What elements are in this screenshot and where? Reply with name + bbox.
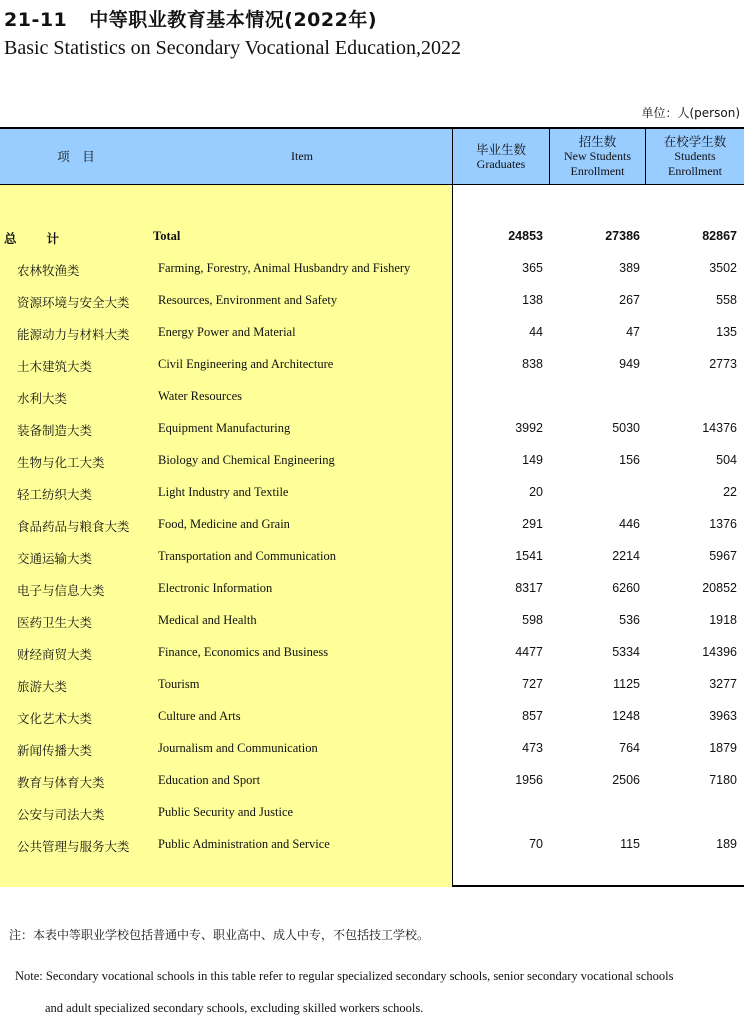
table-row: 电子与信息大类 Electronic Information 8317 6260 20852 (17, 581, 737, 598)
table-row: 公共管理与服务大类 Public Administration and Service 70 115 189 (17, 837, 737, 854)
table-row: 医药卫生大类 Medical and Health 598 536 1918 (17, 613, 737, 630)
footnote-cn: 注：本表中等职业学校包括普通中专、职业高中、成人中专，不包括技工学校。 (9, 928, 430, 942)
footnote-en (15, 960, 735, 1024)
total-label-cn: 总 计 (4, 231, 60, 246)
title-cn-text: 中等职业教育基本情况(2022年) (89, 9, 378, 31)
table-row: 土木建筑大类 Civil Engineering and Architecture 838 949 2773 (17, 357, 737, 374)
table-row: 文化艺术大类 Culture and Arts 857 1248 3963 (17, 709, 737, 726)
table-row: 生物与化工大类 Biology and Chemical Engineering 149 156 504 (17, 453, 737, 470)
header-new-en1: New Students (564, 149, 631, 163)
table-row: 公安与司法大类 Public Security and Justice (17, 805, 294, 822)
table-row: 新闻传播大类 Journalism and Communication 473 764 1879 (17, 741, 737, 758)
total-row (0, 220, 744, 252)
header-divider (549, 129, 550, 184)
header-graduates-en: Graduates (476, 156, 526, 171)
header-graduates (453, 129, 549, 184)
header-enr-cn: 在校学生数 (663, 134, 727, 149)
page-title-en: Basic Statistics on Secondary Vocational Education,2022 (4, 37, 461, 59)
header-new-en2: Enrollment (570, 164, 625, 178)
header-enr-en1: Students (674, 149, 716, 163)
header-new-students (550, 129, 645, 184)
total-enrollment: 82867 (702, 229, 737, 243)
statistics-table (0, 127, 744, 887)
page-title-cn (4, 5, 377, 32)
table-row: 农林牧渔类 Farming, Forestry, Animal Husbandry and Fishery 365 389 3502 (17, 261, 737, 278)
total-new-students: 27386 (605, 229, 640, 243)
header-enr-en2: Enrollment (668, 164, 722, 178)
footnote-en-line2: and adult specialized secondary schools, excluding skilled workers schools. (45, 1001, 424, 1015)
table-header (0, 129, 744, 185)
table-row: 交通运输大类 Transportation and Communication 1541 2214 5967 (17, 549, 737, 566)
table-row: 财经商贸大类 Finance, Economics and Business 4477 5334 14396 (17, 645, 737, 662)
unit-label: 单位：人(person) (641, 106, 740, 120)
table-number: 21-11 (4, 9, 68, 31)
table-row: 装备制造大类 Equipment Manufacturing 3992 5030 14376 (17, 421, 737, 438)
table-row: 能源动力与材料大类 Energy Power and Material 44 47 135 (17, 325, 737, 342)
header-enrollment (646, 129, 744, 184)
total-graduates: 24853 (508, 229, 543, 243)
header-divider (452, 129, 453, 184)
header-xiangmu: 项 目 (0, 129, 152, 184)
table-row: 水利大类 Water Resources (17, 389, 243, 406)
table-row: 食品药品与粮食大类 Food, Medicine and Grain 291 446 1376 (17, 517, 737, 534)
header-item: Item (152, 129, 452, 184)
footnote-en-line1: Note: Secondary vocational schools in this table refer to regular specialized secondary schools, senior secondary vocational schools (15, 969, 674, 983)
table-row: 资源环境与安全大类 Resources, Environment and Safety 138 267 558 (17, 293, 737, 310)
table-row: 轻工纺织大类 Light Industry and Textile 20 22 (17, 485, 737, 502)
header-graduates-cn: 毕业生数 (475, 141, 526, 157)
header-new-cn: 招生数 (578, 134, 617, 149)
total-label-en: Total (153, 229, 181, 243)
table-row: 旅游大类 Tourism 727 1125 3277 (17, 677, 737, 694)
table-row: 教育与体育大类 Education and Sport 1956 2506 7180 (17, 773, 737, 790)
header-divider (645, 129, 646, 184)
